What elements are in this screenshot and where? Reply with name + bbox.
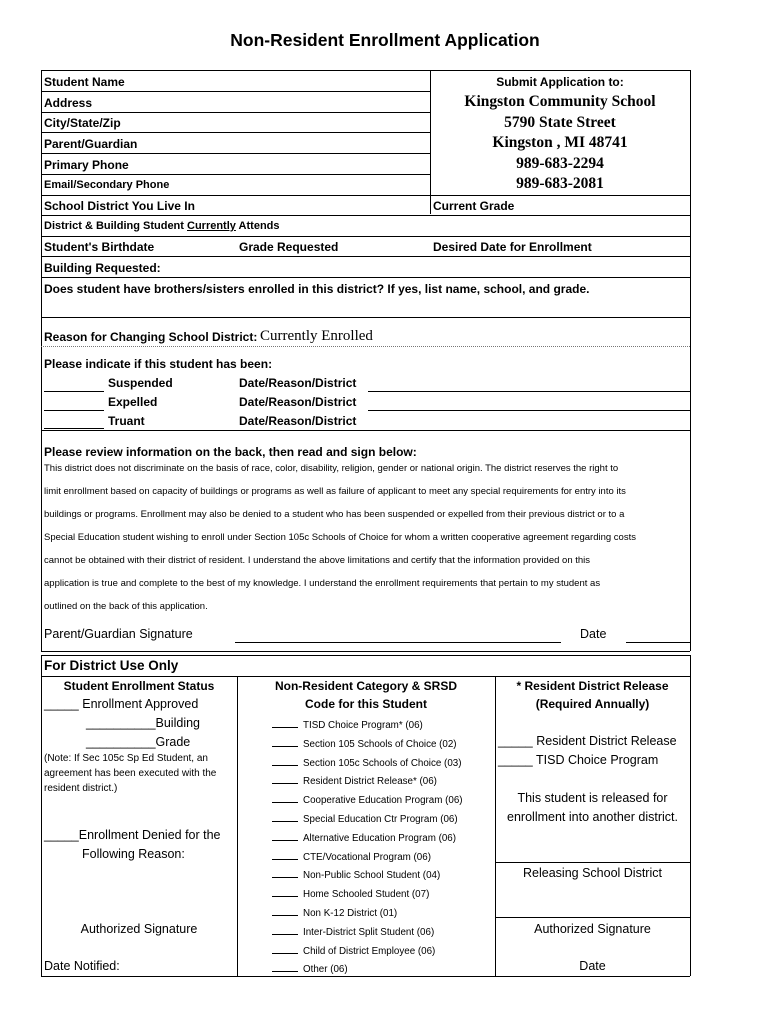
category-item[interactable] [272, 849, 431, 863]
district-building-label [44, 220, 280, 232]
category-item[interactable] [272, 755, 461, 769]
disclaimer-line: This district does not discriminate on the basis of race, color, disability, religion, gender or national origin. The district reserves the right to [44, 463, 619, 474]
truant-label: Truant [108, 414, 145, 428]
primary-phone-label: Primary Phone [44, 158, 129, 172]
category-blank[interactable] [272, 830, 298, 841]
category-label: Non-Public School Student (04) [303, 870, 441, 882]
col1-note-line: resident district.) [44, 783, 118, 794]
desired-date-label: Desired Date for Enrollment [433, 240, 592, 254]
disclaimer-line: application is true and complete to the best of my knowledge. I understand the enrollment requirements that pertain to my student as [44, 578, 601, 589]
category-blank[interactable] [272, 792, 298, 803]
category-label: Inter-District Split Student (06) [303, 926, 435, 938]
parent-date-label: Date [580, 627, 607, 641]
dotted-line [41, 346, 690, 347]
email-label: Email/Secondary Phone [44, 179, 170, 191]
district-building-suffix: Attends [235, 220, 280, 232]
submit-heading: Submit Application to: [496, 75, 624, 89]
col1-heading: Student Enrollment Status [63, 679, 215, 693]
category-blank[interactable] [272, 943, 298, 954]
form-top-border [41, 70, 690, 71]
district-bottom-border [41, 976, 690, 977]
grade-requested-label: Grade Requested [239, 240, 339, 254]
category-item[interactable] [272, 792, 463, 806]
category-item[interactable] [272, 736, 457, 750]
parent-signature-label: Parent/Guardian Signature [44, 627, 193, 641]
submit-line-city: Kingston , MI 48741 [492, 134, 628, 151]
category-item[interactable] [272, 905, 397, 919]
submit-line-street: 5790 State Street [504, 114, 616, 131]
district-right-border [690, 655, 691, 976]
col2-heading-2: Code for this Student [305, 697, 427, 711]
submit-line-school: Kingston Community School [464, 93, 656, 110]
district-use-heading: For District Use Only [44, 658, 179, 673]
released-text-2: enrollment into another district. [507, 810, 678, 824]
row-line [41, 132, 430, 133]
category-item[interactable] [272, 943, 435, 957]
row-line [41, 91, 430, 92]
category-label: Other (06) [303, 964, 348, 976]
row-line [41, 236, 690, 237]
row-line [41, 430, 690, 431]
disclaimer-line: Special Education student wishing to enroll under Section 105c Schools of Choice for whom a written cooperative agreement regarding costs [44, 532, 636, 543]
row-line [41, 277, 690, 278]
category-blank[interactable] [272, 736, 298, 747]
category-item[interactable] [272, 886, 429, 900]
col2-heading-1: Non-Resident Category & SRSD [274, 679, 458, 693]
category-blank[interactable] [272, 905, 298, 916]
expelled-label: Expelled [108, 395, 158, 409]
category-blank[interactable] [272, 924, 298, 935]
school-district-label: School District You Live In [44, 199, 195, 213]
col3-heading-1: * Resident District Release [516, 679, 669, 693]
category-blank[interactable] [272, 867, 298, 878]
category-label: Section 105 Schools of Choice (02) [303, 738, 457, 750]
category-item[interactable] [272, 924, 434, 938]
row-line [41, 215, 690, 216]
address-label: Address [44, 96, 93, 110]
releasing-district-label: Releasing School District [523, 866, 662, 880]
category-item[interactable] [272, 961, 348, 975]
row-line [41, 174, 430, 175]
category-item[interactable] [272, 867, 440, 881]
disclaimer-line: buildings or programs. Enrollment may also be denied to a student who has been suspended or expelled from their previous district or to a [44, 509, 625, 520]
disclaimer-line: cannot be obtained with their district of resident. I understand the above limitations and certify that the information provided on this [44, 555, 591, 566]
suspended-blank[interactable] [44, 391, 104, 392]
grade-field[interactable]: __________Grade [86, 735, 191, 749]
district-building-underlined: Currently [187, 220, 236, 232]
suspended-label: Suspended [108, 376, 173, 390]
col-divider-1 [237, 676, 238, 976]
category-label: Child of District Employee (06) [303, 945, 436, 957]
col3-date-label: Date [579, 959, 606, 973]
category-label: Special Education Ctr Program (06) [303, 814, 458, 825]
expelled-blank[interactable] [44, 410, 104, 411]
category-blank[interactable] [272, 755, 298, 766]
category-label: Cooperative Education Program (06) [303, 795, 463, 807]
submit-line-phone2: 989-683-2081 [516, 175, 604, 192]
truant-blank[interactable] [44, 428, 104, 429]
category-label: Resident District Release* (06) [303, 776, 437, 788]
disclaimer-line: limit enrollment based on capacity of buildings or programs as well as failure of applicant to meet any special requirements for entry into its [44, 486, 626, 497]
page-title: Non-Resident Enrollment Application [230, 30, 540, 50]
parent-signature-blank[interactable] [235, 642, 561, 643]
category-item[interactable] [272, 830, 456, 844]
review-heading: Please review information on the back, then read and sign below: [44, 445, 417, 459]
released-text-1: This student is released for [517, 791, 668, 805]
col3-auth-signature: Authorized Signature [534, 922, 651, 936]
current-grade-label: Current Grade [433, 199, 515, 213]
student-name-label: Student Name [44, 75, 125, 89]
category-item[interactable] [272, 717, 423, 731]
col3-line [495, 862, 690, 863]
category-label: Home Schooled Student (07) [303, 889, 430, 901]
expelled-date-reason: Date/Reason/District [239, 395, 357, 409]
category-blank[interactable] [272, 717, 298, 728]
form-right-border [690, 70, 691, 651]
district-header-line [41, 676, 690, 677]
parent-guardian-label: Parent/Guardian [44, 137, 138, 151]
row-line [41, 112, 430, 113]
col1-auth-signature: Authorized Signature [80, 922, 198, 936]
date-notified-label: Date Notified: [44, 959, 120, 973]
category-label: CTE/Vocational Program (06) [303, 851, 431, 863]
category-blank[interactable] [272, 811, 298, 822]
category-label: TISD Choice Program* (06) [303, 720, 423, 731]
submit-line-phone1: 989-683-2294 [516, 155, 604, 172]
siblings-question: Does student have brothers/sisters enrolled in this district? If yes, list name, school, and grade. [44, 282, 590, 296]
row-line [41, 153, 430, 154]
col3-heading-2: (Required Annually) [535, 697, 650, 711]
resident-release-option[interactable]: _____ Resident District Release [498, 734, 677, 748]
disclaimer-line: outlined on the back of this application. [44, 601, 208, 612]
col1-note-line: agreement has been executed with the [44, 768, 217, 779]
row-line [41, 256, 690, 257]
reason-value: Currently Enrolled [260, 328, 373, 344]
building-requested-label: Building Requested: [44, 261, 161, 275]
district-building-prefix: District & Building Student [44, 220, 187, 232]
category-label: Alternative Education Program (06) [303, 832, 457, 844]
city-state-zip-label: City/State/Zip [44, 116, 121, 130]
birthdate-label: Student's Birthdate [44, 240, 155, 254]
suspended-date-reason: Date/Reason/District [239, 376, 357, 390]
col1-note-line: (Note: If Sec 105c Sp Ed Student, an [44, 753, 208, 764]
expelled-date-blank[interactable] [368, 410, 690, 411]
reason-label: Reason for Changing School District: [44, 330, 258, 344]
suspended-date-blank[interactable] [368, 391, 690, 392]
category-blank[interactable] [272, 849, 298, 860]
row-line [41, 651, 690, 652]
building-field[interactable]: __________Building [86, 716, 200, 730]
row-line [41, 317, 690, 318]
row-line [41, 195, 690, 196]
indicate-heading: Please indicate if this student has been: [44, 357, 273, 371]
enrollment-denied[interactable]: _____Enrollment Denied for the [44, 828, 221, 842]
category-label: Non K-12 District (01) [303, 908, 398, 919]
category-label: Section 105c Schools of Choice (03) [303, 757, 462, 769]
district-top-border [41, 655, 690, 656]
category-blank[interactable] [272, 961, 298, 972]
parent-date-blank[interactable] [626, 642, 690, 643]
col3-line [495, 917, 690, 918]
category-item[interactable] [272, 811, 458, 825]
tisd-choice-option[interactable]: _____ TISD Choice Program [498, 753, 659, 767]
truant-date-reason: Date/Reason/District [239, 414, 357, 428]
form-left-border [41, 70, 42, 651]
category-item[interactable] [272, 773, 437, 787]
category-blank[interactable] [272, 886, 298, 897]
category-blank[interactable] [272, 773, 298, 784]
enrollment-approved[interactable]: _____ Enrollment Approved [44, 697, 199, 711]
denied-reason-label: Following Reason: [82, 847, 185, 861]
